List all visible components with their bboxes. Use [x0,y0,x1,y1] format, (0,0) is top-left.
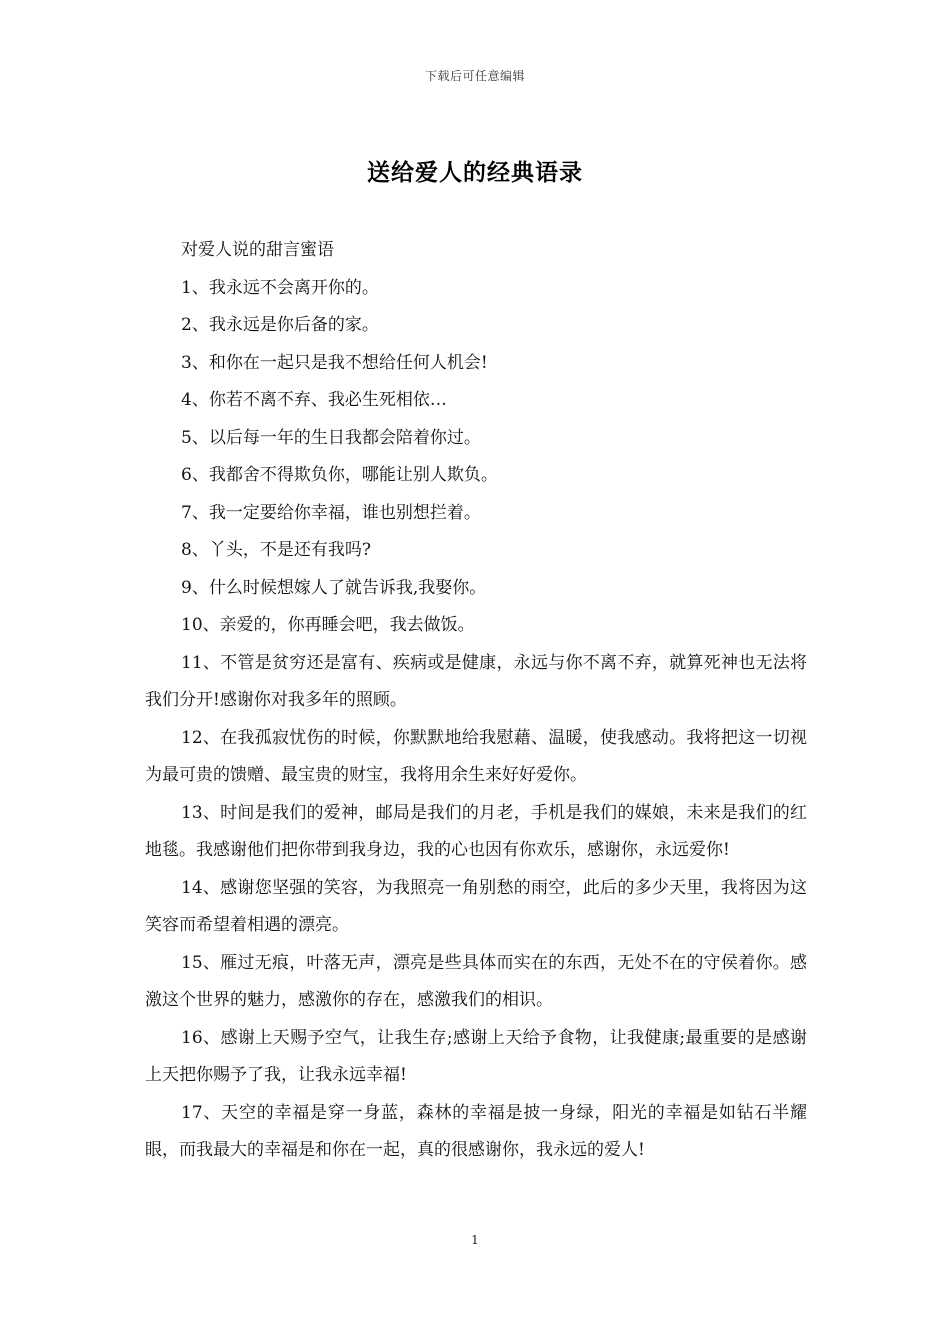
quote-item: 14、感谢您坚强的笑容，为我照亮一角别愁的雨空，此后的多少天里，我将因为这笑容而希望着相遇的漂亮。 [145,877,807,935]
quote-item: 3、和你在一起只是我不想给任何人机会! [181,352,488,373]
quote-item: 17、天空的幸福是穿一身蓝，森林的幸福是披一身绿，阳光的幸福是如钻石半耀眼，而我最大的幸福是和你在一起，真的很感谢你，我永远的爱人! [145,1102,807,1160]
document-body [145,232,807,1170]
quote-item: 15、雁过无痕，叶落无声，漂亮是些具体而实在的东西，无处不在的守侯着你。感激这个世界的魅力，感激你的存在，感激我们的相识。 [145,952,807,1010]
page-title: 送给爱人的经典语录 [367,159,583,186]
quote-item: 7、我一定要给你幸福，谁也别想拦着。 [181,502,481,523]
subheading: 对爱人说的甜言蜜语 [181,240,334,260]
page-number: 1 [471,1233,479,1247]
header-note: 下载后可任意编辑 [424,69,525,83]
quote-item: 10、亲爱的，你再睡会吧，我去做饭。 [181,615,475,635]
quote-item: 16、感谢上天赐予空气，让我生存;感谢上天给予食物，让我健康;最重要的是感谢上天把你赐予了我，让我永远幸福! [145,1027,807,1085]
quote-item: 4、你若不离不弃、我必生死相依… [181,390,447,410]
quote-item: 8、丫头，不是还有我吗? [181,540,371,560]
quote-item: 12、在我孤寂忧伤的时候，你默默地给我慰藉、温暖，使我感动。我将把这一切视为最可贵的馈赠、最宝贵的财宝，我将用余生来好好爱你。 [145,727,807,785]
quote-item: 9、什么时候想嫁人了就告诉我,我娶你。 [181,577,487,598]
quote-item: 5、以后每一年的生日我都会陪着你过。 [181,427,481,448]
quote-item: 2、我永远是你后备的家。 [181,315,379,335]
quote-item: 13、时间是我们的爱神，邮局是我们的月老，手机是我们的媒娘，未来是我们的红地毯。我感谢他们把你带到我身边，我的心也因有你欢乐，感谢你，永远爱你! [145,802,807,860]
quote-item: 11、不管是贫穷还是富有、疾病或是健康，永远与你不离不弃，就算死神也无法将我们分开!感谢你对我多年的照顾。 [145,652,807,710]
quote-item: 6、我都舍不得欺负你，哪能让别人欺负。 [181,465,498,485]
quote-item: 1、我永远不会离开你的。 [181,277,379,298]
